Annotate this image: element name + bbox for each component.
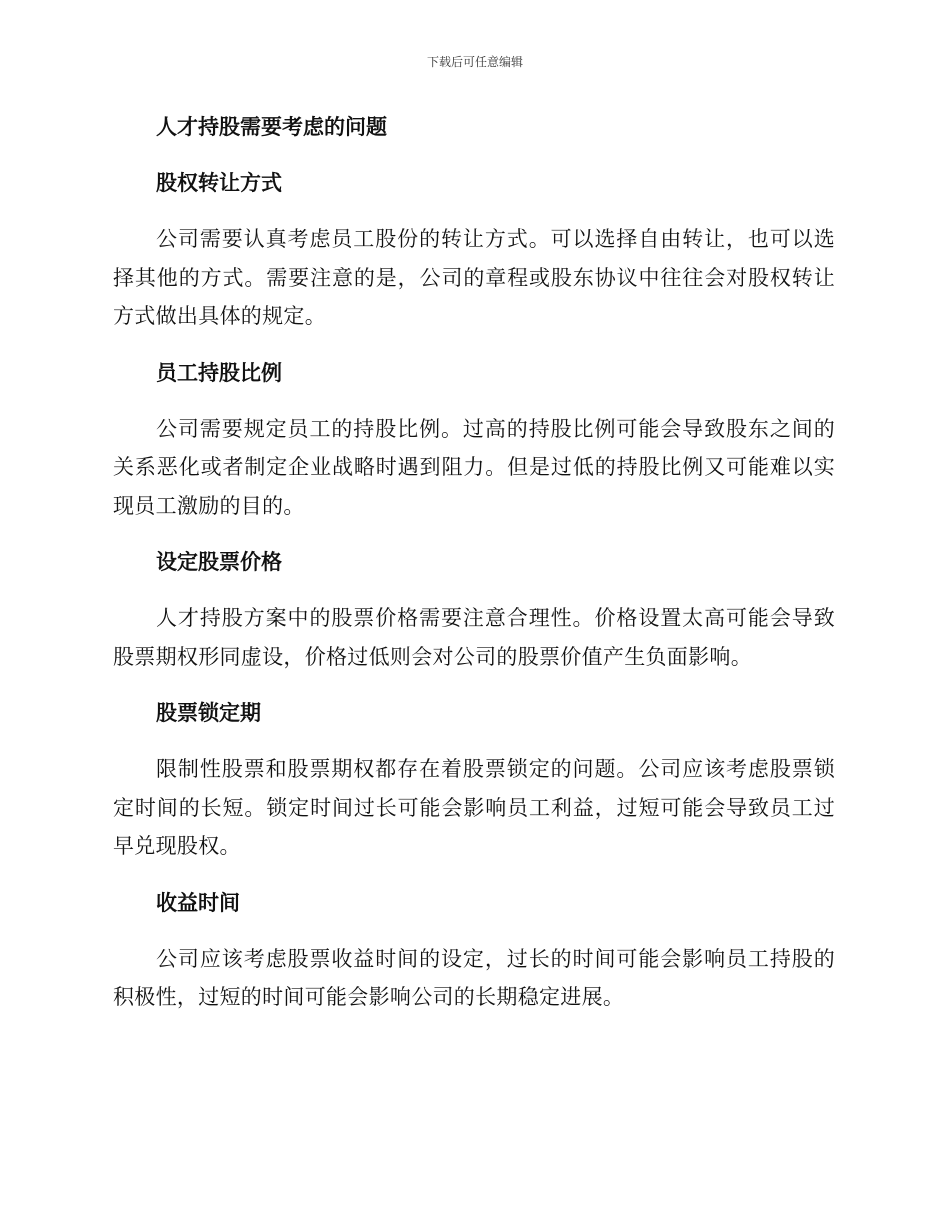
section-body-ratio: 公司需要规定员工的持股比例。过高的持股比例可能会导致股东之间的关系恶化或者制定企业战略时遇到阻力。但是过低的持股比例又可能难以实现员工激励的目的。	[113, 416, 835, 518]
document-title: 人才持股需要考虑的问题	[156, 115, 387, 139]
section-heading-price: 设定股票价格	[156, 550, 282, 574]
section-heading-lockup: 股票锁定期	[156, 701, 261, 725]
document-body	[113, 108, 835, 1035]
section-heading-transfer: 股权转让方式	[156, 171, 282, 195]
section-body-vesting: 公司应该考虑股票收益时间的设定，过长的时间可能会影响员工持股的积极性，过短的时间可能会影响公司的长期稳定进展。	[113, 946, 835, 1009]
section-heading-ratio: 员工持股比例	[156, 360, 282, 385]
section-heading-vesting: 收益时间	[156, 890, 240, 915]
section-body-price: 人才持股方案中的股票价格需要注意合理性。价格设置太高可能会导致股票期权形同虚设，价格过低则会对公司的股票价值产生负面影响。	[113, 606, 835, 669]
section-body-lockup: 限制性股票和股票期权都存在着股票锁定的问题。公司应该考虑股票锁定时间的长短。锁定时间过长可能会影响员工利益，过短可能会导致员工过早兑现股权。	[113, 757, 835, 858]
page-header: 下载后可任意编辑	[426, 55, 523, 69]
section-body-transfer: 公司需要认真考虑员工股份的转让方式。可以选择自由转让，也可以选择其他的方式。需要注意的是，公司的章程或股东协议中往往会对股权转让方式做出具体的规定。	[113, 227, 835, 328]
